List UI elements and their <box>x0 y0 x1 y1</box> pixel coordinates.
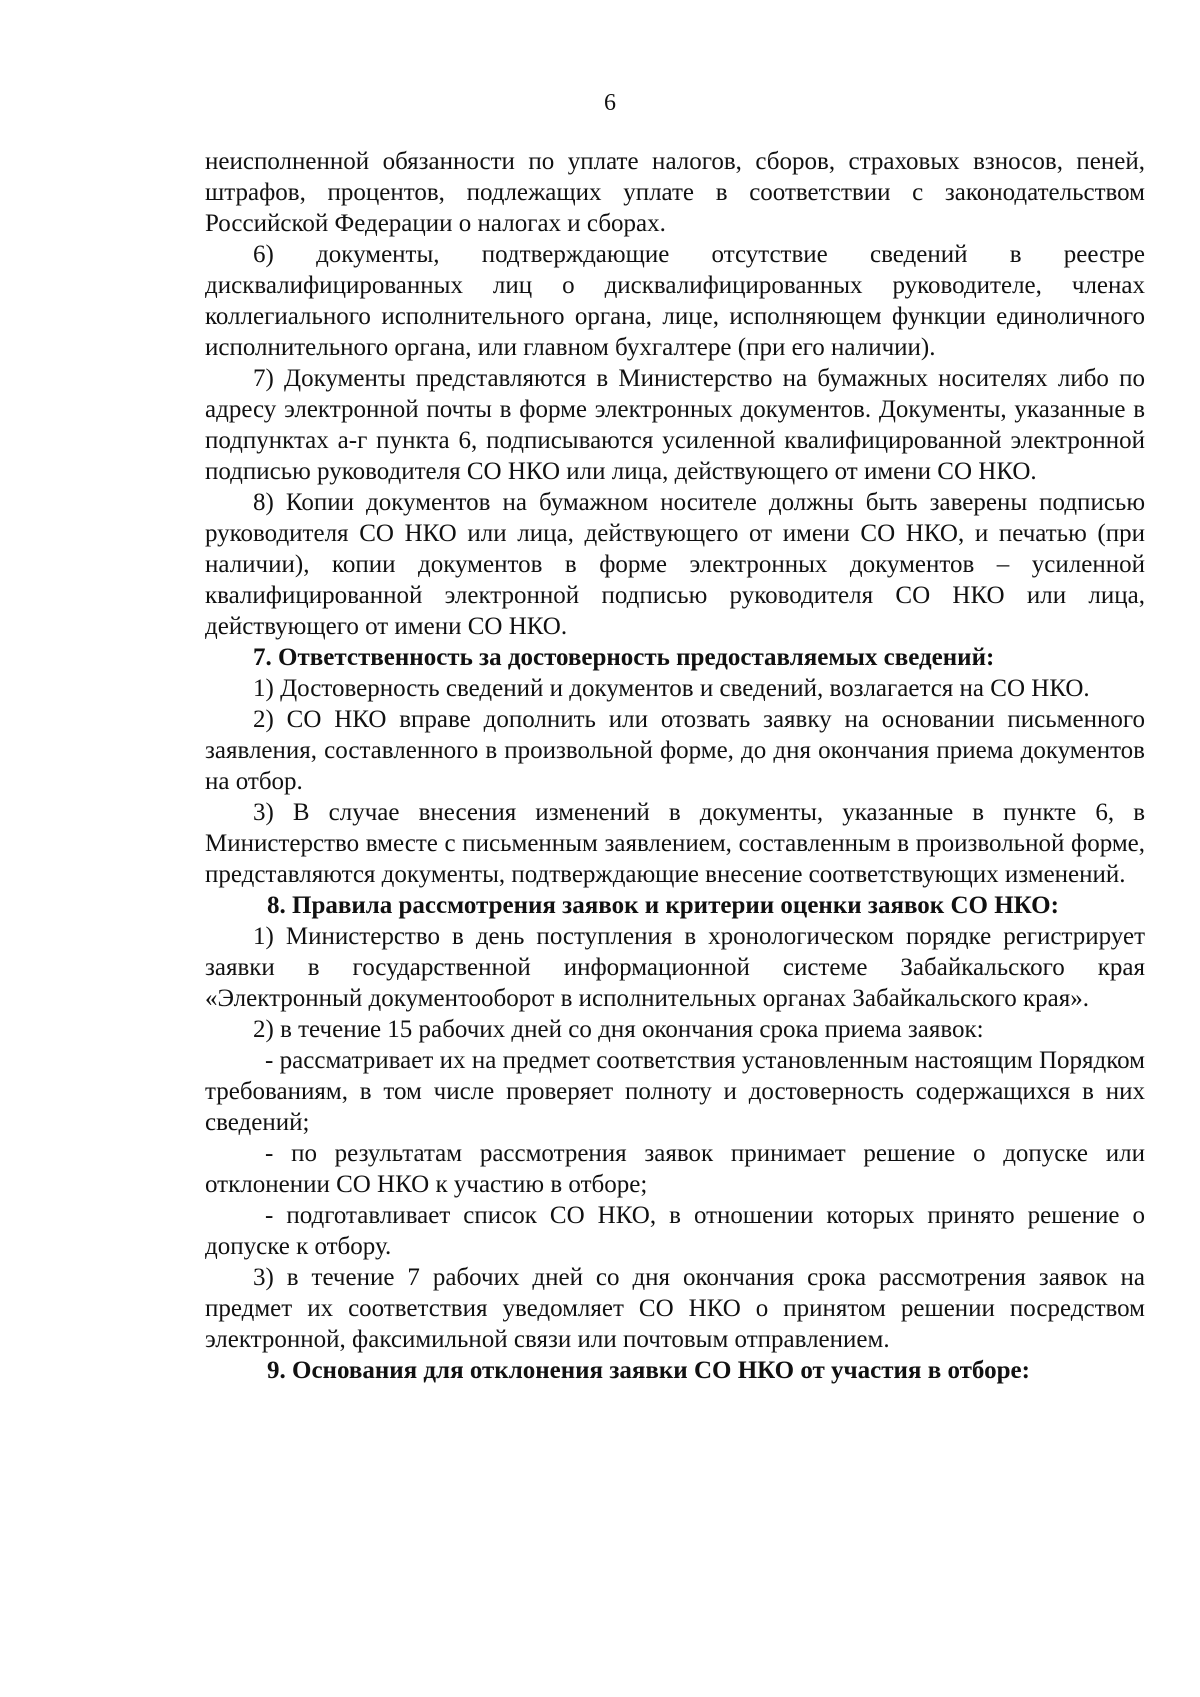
section-heading-8: 8. Правила рассмотрения заявок и критерии оценки заявок СО НКО: <box>267 892 1059 919</box>
bullet-item: - рассматривает их на предмет соответствия установленным настоящим Порядком требованиям, в том числе проверяет полноту и достоверность содержащихся в них сведений; <box>205 1047 1145 1136</box>
section-heading-7: 7. Ответственность за достоверность предоставляемых сведений: <box>253 644 995 671</box>
paragraph-continuation: неисполненной обязанности по уплате налогов, сборов, страховых взносов, пеней, штрафов, процентов, подлежащих уплате в соответствии с законодательством Российской Федерации о налогах и сборах. <box>205 148 1145 237</box>
page-number: 6 <box>604 90 616 116</box>
paragraph-8-2: 2) в течение 15 рабочих дней со дня окончания срока приема заявок: <box>253 1016 984 1043</box>
paragraph-item-8: 8) Копии документов на бумажном носителе должны быть заверены подписью руководителя СО НКО или лица, действующего от имени СО НКО, и печатью (при наличии), копии документов в форме электронных документов – усиленной квалифицированной электронной подписью руководителя СО НКО или лица, действующего от имени СО НКО. <box>205 489 1145 640</box>
paragraph-item-6: 6) документы, подтверждающие отсутствие сведений в реестре дисквалифицированных лиц о дисквалифицированных руководителе, членах коллегиального исполнительного органа, лице, исполняющем функции единоличного исполнительного органа, или главном бухгалтере (при его наличии). <box>205 241 1145 361</box>
paragraph-7-2: 2) СО НКО вправе дополнить или отозвать заявку на основании письменного заявления, составленного в произвольной форме, до дня окончания приема документов на отбор. <box>205 706 1145 795</box>
paragraph-7-1: 1) Достоверность сведений и документов и сведений, возлагается на СО НКО. <box>253 675 1090 702</box>
paragraph-item-7: 7) Документы представляются в Министерство на бумажных носителях либо по адресу электронной почты в форме электронных документов. Документы, указанные в подпунктах а-г пункта 6, подписываются усиленной квалифицированной электронной подписью руководителя СО НКО или лица, действующего от имени СО НКО. <box>205 365 1145 485</box>
section-heading-9: 9. Основания для отклонения заявки СО НКО от участия в отборе: <box>267 1357 1030 1384</box>
paragraph-8-1: 1) Министерство в день поступления в хронологическом порядке регистрирует заявки в государственной информационной системе Забайкальского края «Электронный документооборот в исполнительных органах Забайкальского края». <box>205 923 1145 1012</box>
document-body <box>205 146 1145 1386</box>
bullet-item: - по результатам рассмотрения заявок принимает решение о допуске или отклонении СО НКО к участию в отборе; <box>205 1140 1145 1198</box>
paragraph-8-3: 3) в течение 7 рабочих дней со дня окончания срока рассмотрения заявок на предмет их соответствия уведомляет СО НКО о принятом решении посредством электронной, факсимильной связи или почтовым отправлением. <box>205 1264 1145 1353</box>
paragraph-7-3: 3) В случае внесения изменений в документы, указанные в пункте 6, в Министерство вместе с письменным заявлением, составленным в произвольной форме, представляются документы, подтверждающие внесение соответствующих изменений. <box>205 799 1145 888</box>
bullet-item: - подготавливает список СО НКО, в отношении которых принято решение о допуске к отбору. <box>205 1202 1145 1260</box>
